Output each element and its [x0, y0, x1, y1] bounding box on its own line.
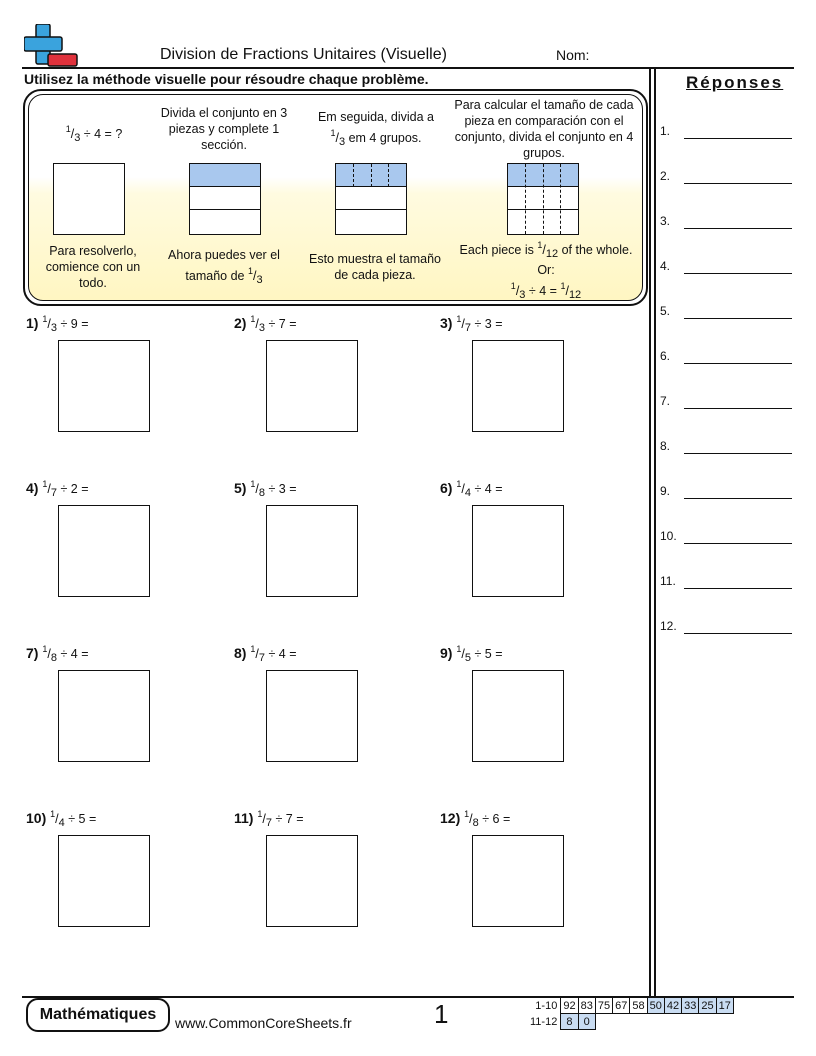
step1-problem: $^1/_3 \div 4$ = ? [65, 124, 123, 144]
answer-label: 8. [660, 439, 671, 453]
answer-label: 1. [660, 124, 671, 138]
group-divider [543, 164, 544, 234]
answer-label: 7. [660, 394, 671, 408]
problem-number: 10) [26, 810, 47, 826]
score-key-label: 11-12 [530, 1015, 558, 1028]
problem-number: 3) [440, 315, 453, 331]
problem-number: 7) [26, 645, 39, 661]
answer-label: 5. [660, 304, 671, 318]
problem-number: 9) [440, 645, 453, 661]
problem-number: 11) [234, 810, 254, 826]
problem-3 [440, 314, 503, 334]
answer-line[interactable] [684, 228, 792, 229]
group-divider [560, 164, 561, 234]
work-box[interactable] [58, 670, 150, 762]
group-divider [353, 164, 354, 187]
problem-4 [26, 479, 89, 499]
score-cell: 83 [578, 998, 595, 1014]
work-box[interactable] [58, 505, 150, 597]
header-rule [22, 67, 794, 69]
step1-whole-box [53, 163, 125, 235]
step3-instruction: Em seguida, divida a $^1/_3$ em 4 grupos. [317, 110, 435, 148]
score-key-label: 1-10 [535, 999, 558, 1012]
step4-caption: Each piece is $^1/_{12}$ of the whole. Or: $^1/_3 \div 4 = ^1/_{12}$ [459, 240, 633, 301]
answer-line[interactable] [684, 543, 792, 544]
answer-label: 10. [660, 529, 677, 543]
problem-number: 1) [26, 315, 39, 331]
third-section [336, 187, 406, 210]
problem-expression: $^1/_4 \div 4$ = [456, 479, 503, 499]
problem-number: 6) [440, 480, 453, 496]
score-cell: 42 [664, 998, 681, 1014]
problem-expression: $^1/_4 \div 5$ = [50, 809, 97, 829]
work-box[interactable] [266, 340, 358, 432]
problem-expression: $^1/_8 \div 6$ = [464, 809, 511, 829]
problem-expression: $^1/_7 \div 3$ = [456, 314, 503, 334]
problem-number: 4) [26, 480, 39, 496]
problem-expression: $^1/_7 \div 4$ = [250, 644, 297, 664]
problem-expression: $^1/_8 \div 3$ = [250, 479, 297, 499]
website-url: www.CommonCoreSheets.fr [175, 1015, 352, 1031]
work-box[interactable] [472, 670, 564, 762]
page-number: 1 [434, 999, 449, 1029]
answer-label: 3. [660, 214, 671, 228]
problem-11 [234, 809, 304, 829]
problem-expression: $^1/_5 \div 5$ = [456, 644, 503, 664]
problem-2 [234, 314, 297, 334]
group-divider [388, 164, 389, 187]
score-key-row [528, 1014, 733, 1030]
column-divider [649, 67, 651, 997]
answer-line[interactable] [684, 318, 792, 319]
score-cell: 17 [716, 998, 733, 1014]
problem-9 [440, 644, 503, 664]
example-panel [23, 89, 648, 306]
answer-line[interactable] [684, 183, 792, 184]
answer-label: 9. [660, 484, 671, 498]
problem-expression: $^1/_8 \div 4$ = [42, 644, 89, 664]
name-label: Nom: [556, 47, 590, 63]
answer-line[interactable] [684, 363, 792, 364]
problem-number: 5) [234, 480, 247, 496]
score-cell: 0 [578, 1014, 595, 1030]
commoncoresheets-logo [24, 24, 78, 68]
step4-twelfths-box [507, 163, 579, 235]
problem-12 [440, 809, 510, 829]
work-box[interactable] [266, 505, 358, 597]
work-box[interactable] [472, 505, 564, 597]
step2-caption: Ahora puedes ver el tamaño de $^1/_3$ [168, 248, 280, 286]
example-panel-inner [28, 94, 643, 301]
step4-instruction: Para calcular el tamaño de cada pieza en comparación con el conjunto, divida el conjunto en 4 grupos. [454, 98, 634, 160]
answer-label: 11. [660, 574, 676, 588]
column-divider [654, 67, 656, 997]
answer-line[interactable] [684, 498, 792, 499]
score-cell: 25 [699, 998, 716, 1014]
step2-thirds-box [189, 163, 261, 235]
score-cell: 67 [613, 998, 630, 1014]
answers-title: Réponses [686, 73, 784, 92]
work-box[interactable] [58, 340, 150, 432]
score-cell: 58 [630, 998, 647, 1014]
problem-expression: $^1/_3 \div 9$ = [42, 314, 89, 334]
problem-7 [26, 644, 89, 664]
score-cell: 33 [682, 998, 699, 1014]
score-cell: 8 [561, 1014, 578, 1030]
work-box[interactable] [472, 835, 564, 927]
answer-label: 6. [660, 349, 671, 363]
group-divider [371, 164, 372, 187]
subject-badge: Mathématiques [26, 998, 170, 1032]
problem-5 [234, 479, 297, 499]
step1-caption: Para resolverlo, comience con un todo. [45, 244, 141, 290]
step3-caption: Esto muestra el tamaño de cada pieza. [308, 252, 441, 282]
answer-label: 2. [660, 169, 671, 183]
answer-line[interactable] [684, 273, 792, 274]
problem-number: 8) [234, 645, 247, 661]
problem-number: 2) [234, 315, 247, 331]
filled-third [190, 164, 260, 187]
problem-expression: $^1/_3 \div 7$ = [250, 314, 297, 334]
answer-label: 12. [660, 619, 677, 633]
third-section [190, 187, 260, 210]
answer-label: 4. [660, 259, 671, 273]
answer-line[interactable] [684, 453, 792, 454]
work-box[interactable] [266, 835, 358, 927]
problem-10 [26, 809, 96, 829]
problem-expression: $^1/_7 \div 2$ = [42, 479, 89, 499]
score-cell: 75 [595, 998, 612, 1014]
work-box[interactable] [58, 835, 150, 927]
problem-1 [26, 314, 89, 334]
problem-6 [440, 479, 503, 499]
problem-8 [234, 644, 297, 664]
score-cell: 50 [647, 998, 664, 1014]
score-cell: 92 [561, 998, 578, 1014]
instructions: Utilisez la méthode visuelle pour résoudre chaque problème. [24, 71, 429, 87]
answer-line[interactable] [684, 633, 792, 634]
problem-expression: $^1/_7 \div 7$ = [257, 809, 304, 829]
problem-number: 12) [440, 810, 461, 826]
score-key [528, 997, 734, 1030]
step3-grouped-box [335, 163, 407, 235]
score-key-row [528, 998, 733, 1014]
answer-line[interactable] [684, 588, 792, 589]
work-box[interactable] [266, 670, 358, 762]
worksheet-title: Division de Fractions Unitaires (Visuelle) [160, 46, 447, 63]
work-box[interactable] [472, 340, 564, 432]
group-divider [525, 164, 526, 234]
step2-instruction: Divida el conjunto en 3 piezas y complete 1 sección. [160, 106, 288, 152]
answer-line[interactable] [684, 138, 792, 139]
answer-line[interactable] [684, 408, 792, 409]
